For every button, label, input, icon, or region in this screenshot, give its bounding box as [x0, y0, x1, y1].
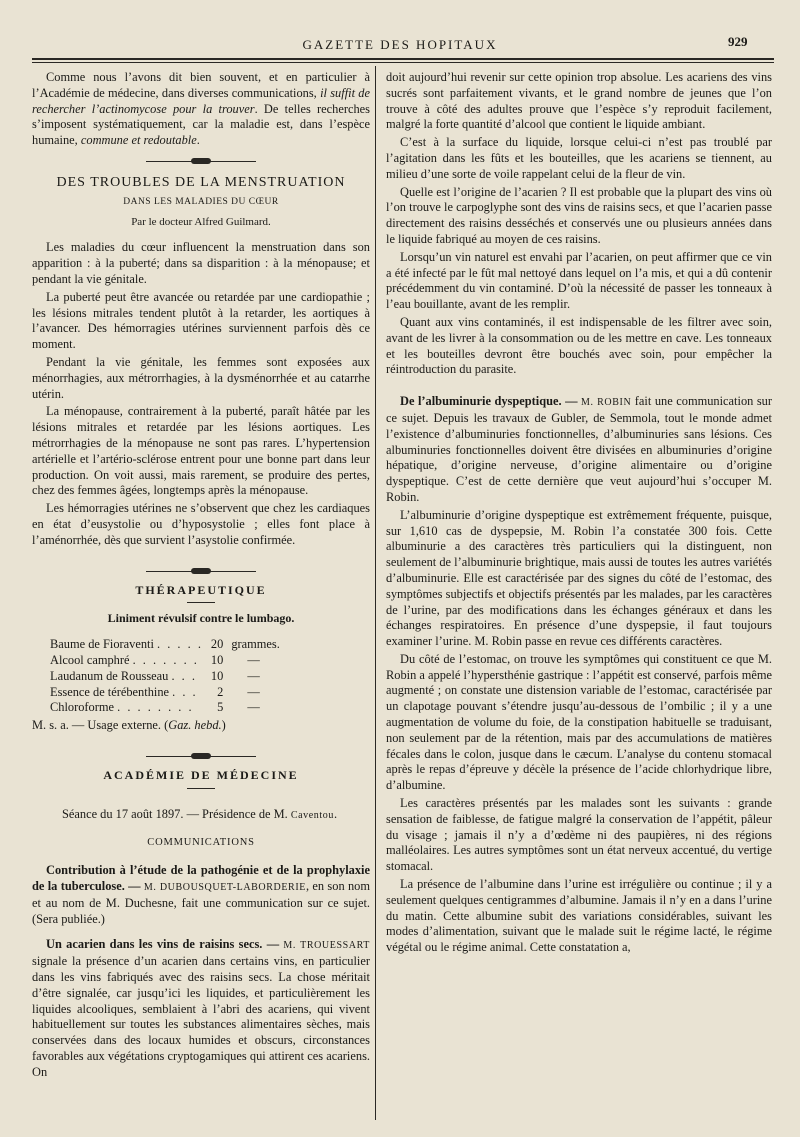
acarien-paragraph: C’est à la surface du liquide, lorsque celui-ci n’est pas troublé par l’agitation dans les fûts et les bouteilles, que les acariens se tiennent, au milieu d’une sorte de voile rappelant celui de la fleur de vin. [386, 135, 772, 181]
acarien-paragraph: Quant aux vins contaminés, il est indispensable de les filtrer avec soin, avant de les livrer à la consommation ou de les mettre en cave. Les tonneaux et les bouteilles devront être bouchés avec soin, pour empêcher la réintroduction du parasite. [386, 314, 772, 377]
short-rule [187, 788, 215, 789]
ingredient-qty: 20 [210, 637, 224, 652]
acarien-paragraph: doit aujourd’hui revenir sur cette opinion trop absolue. Les acariens des vins sucrés sont parfaitement vivants, et le grand nombre de jeunes que l’on trouve à côté des adultes prouve que l’espèce s’y reproduit facilement, malgré la forte quantité d’alcool que contient le liquide ambiant. [386, 70, 772, 132]
article-subtitle: DANS LES MALADIES DU CŒUR [123, 196, 279, 207]
article-byline: Par le docteur Alfred Guilmard. [131, 215, 271, 228]
section-separator [146, 157, 256, 165]
right-column [386, 70, 772, 958]
ingredient-name: Alcool camphré . . . . . . . [50, 652, 199, 667]
recipe-row [46, 685, 284, 701]
ingredient-qty: 5 [217, 700, 224, 715]
acarien-paragraph: Quelle est l’origine de l’acarien ? Il est probable que la plupart des vins où l’on trouve le carpoglyphe sont des vins de raisins secs, et que l’acarien passe directement des raisins desséchés et conservés une ou plusieurs années dans le liquide fabriqué au moyen de ces raisins. [386, 184, 772, 246]
ingredient-qty: 10 [210, 652, 224, 667]
ingredient-unit: — [247, 668, 260, 683]
recipe-table [46, 637, 284, 716]
intro-italic: il suffit de rechercher l’actinomycose pour la trouver [32, 85, 370, 116]
ingredient-unit: — [247, 700, 260, 715]
communications-title: COMMUNICATIONS [147, 837, 255, 849]
intro-text-middle: . De telles recherches s’imposent systématiquement, car la maladie est, dans l’espèce humaine, [32, 101, 371, 148]
intro-text-end: . [196, 133, 200, 148]
article-paragraph: Les maladies du cœur influencent la menstruation dans son apparition : à la puberté; dans sa disparition : à la ménopause; et pendant la vie génitale. [32, 240, 370, 286]
page-number: 929 [728, 34, 748, 49]
ingredient-name: Essence de térébenthine . . . [50, 684, 198, 699]
communication-paragraph: Un acarien dans les vins de raisins secs. — M. TROUESSART signale la présence d’un acarien dans certains vins, en particulier dans les vins fabriqués avec des raisins secs. La chose méritait d’être signalée, car jusqu’ici les liquides, et particulièrement les liquides alcooliques, semblaient à l’abri des acariens, qui vivent habituellement sur toutes les substances alimentaires sèches, mais conservées dans des locaux humides et obscurs, circonstances favorables aux végétations cryptogamiques qui attirent ces acariens. On [32, 937, 370, 1079]
academie-title: ACADÉMIE DE MÉDECINE [103, 767, 299, 782]
albuminurie-paragraph: Du côté de l’estomac, on trouve les symptômes qui constituent ce que M. Robin a appelé l’hypersthénie gastrique : l’appétit est conservé, parfois même augmenté ; on constate une distension variable de l’estomac, caractérisée par un clapotage pouvant s’étendre jusqu’au-dessous de l’ombilic ; il y a une augmentation de volume du foie, de la constipation habituelle se traduisant, non seulement par de la rétention, mais par des accumulations de matières fécales dans le colon, jusque dans le cæcum. L’analyse du contenu stomacal après le repas d’épreuve y décèle la présence de l’acide chlorhydrique libre, d’albumine. [386, 651, 772, 793]
article-paragraph: Pendant la vie génitale, les femmes sont exposées aux ménorrhagies, aux métrorrhagies, à la dysménorrhée et au catarrhe utérin. [32, 354, 370, 401]
albuminurie-paragraph: La présence de l’albumine dans l’urine est irrégulière ou continue ; il y a seulement quelques centigrammes d’albumine. Jamais il n’y en a dans l’urine du matin. Cette albumine subit des variations considérables, suivant les modes d’alimentation, suivant que le malade suit le régime lacté, le régime végétal ou le régime animal. Cette constatation a, [386, 877, 772, 955]
ingredient-name: Baume de Fioraventi . . . . . [50, 637, 203, 652]
communication-paragraph: Contribution à l’étude de la pathogénie et de la prophylaxie de la tuberculose. — M. DUBOUSQUET-LABORDERIE, en son nom et au nom de M. Duchesne, fait une communication sur ce sujet. (Sera publiée.) [32, 863, 371, 926]
recipe-row [46, 637, 284, 653]
intro-text: Comme nous l’avons dit bien souvent, et en particulier à l’Académie de médecine, dans diverses communications, [32, 70, 370, 100]
recipe-row [46, 653, 284, 669]
albuminurie-paragraph: L’albuminurie d’origine dyspeptique est extrêmement fréquente, puisque, sur 1,610 cas de dyspepsie, M. Robin l’a constatée 300 fois. Cette albuminurie a des caractères très particuliers qui la distinguent, non seulement de l’albuminurie brightique, mais aussi de toutes les autres variétés d’albuminurie. Elle est caractérisée par des signes du côté de l’estomac, des symptômes subjectifs et objectifs présentés par les malades, par les caractères de l’urine, par des modifications dans les échanges généraux et dans les échanges respiratoires. En présence d’une dyspepsie, il faut toujours examiner l’urine. M. Robin passe en revue ces différents caractères. [386, 507, 772, 649]
header-rule [32, 58, 774, 63]
running-head: GAZETTE DES HOPITAUX [302, 37, 498, 52]
ingredient-qty: 10 [210, 668, 224, 683]
article-paragraph: La ménopause, contrairement à la puberté, paraît hâtée par les lésions mitrales et retardée par les lésions aortiques. Les métrorrhagies de la ménopause ne sont pas rares. L’hypertension artérielle et l’artério-sclérose entrent pour une bonne part dans leur production. On voit aussi, mais rarement, se produire des pertes, chez des femmes âgées, longtemps après la ménopause. [32, 404, 370, 498]
albuminurie-paragraph: De l’albuminurie dyspeptique. — M. ROBIN fait une communication sur ce sujet. Depuis les travaux de Gubler, de Semmola, tout le monde admet l’existence d’albuminuries fonctionnelles, d’albuminuries sans lésions. Ces albuminuries fonctionnelles doivent être divisées en albuminuries d’origine hépatique, d’origine nerveuse, d’origine alimentaire ou d’origine dyspeptique. C’est de cette dernière que veut aujourd’hui s’occuper M. Robin. [386, 394, 772, 504]
article-paragraph: Les hémorragies utérines ne s’observent que chez les cardiaques en état d’eusystolie ou d’hyposystolie ; elles font place à l’aménorrhée, dès que survient l’asystolie confirmée. [32, 501, 370, 547]
ingredient-unit: grammes. [231, 637, 280, 652]
ingredient-name: Laudanum de Rousseau . . . [50, 668, 197, 683]
column-divider [375, 66, 376, 1120]
section-separator [146, 752, 256, 760]
recipe-row [46, 700, 284, 716]
session-line: Séance du 17 août 1897. — Présidence de M. Caventou. [62, 806, 338, 821]
section-separator [146, 567, 256, 575]
short-rule [187, 602, 215, 603]
usage-line: M. s. a. — Usage externe. (Gaz. hebd.) [32, 718, 226, 733]
recipe-title: Liniment révulsif contre le lumbago. [107, 611, 295, 626]
ingredient-qty: 2 [217, 684, 224, 699]
intro-italic-end: commune et redoutable [80, 133, 197, 148]
acarien-paragraph: Lorsqu’un vin naturel est envahi par l’acarien, on peut affirmer que ce vin a été infecté par le fût mal nettoyé dans lequel on l’a mis, et qui a dû contenir précédemment du vin contaminé. D’où la nécessité de passer les tonneaux à l’eau bouillante, avant de les remplir. [386, 249, 772, 312]
left-column [32, 70, 370, 1083]
ingredient-unit: — [247, 684, 260, 699]
ingredient-name: Chloroforme . . . . . . . . [50, 700, 194, 715]
therapeutique-title: THÉRAPEUTIQUE [135, 582, 267, 597]
ingredient-unit: — [247, 652, 260, 667]
albuminurie-paragraph: Les caractères présentés par les malades sont les suivants : grande sensation de faiblesse, de fatigue malgré la conservation de l’appétit, pâleur du visage ; jamais il n’y a d’œdème ni des paupières, ni des régions malléolaires. Les autres symptômes sont un état nerveux accentué, du vertige stomacal. [386, 796, 772, 874]
intro-paragraph [32, 70, 370, 149]
article-title: DES TROUBLES DE LA MENSTRUATION [56, 174, 346, 190]
article-paragraph: La puberté peut être avancée ou retardée par une cardiopathie ; les lésions mitrales tendent plutôt à la retarder, les aortiques à l’avancer. Des hémorragies utérines surviennent parfois dès ce moment. [32, 289, 370, 352]
recipe-row [46, 669, 284, 685]
